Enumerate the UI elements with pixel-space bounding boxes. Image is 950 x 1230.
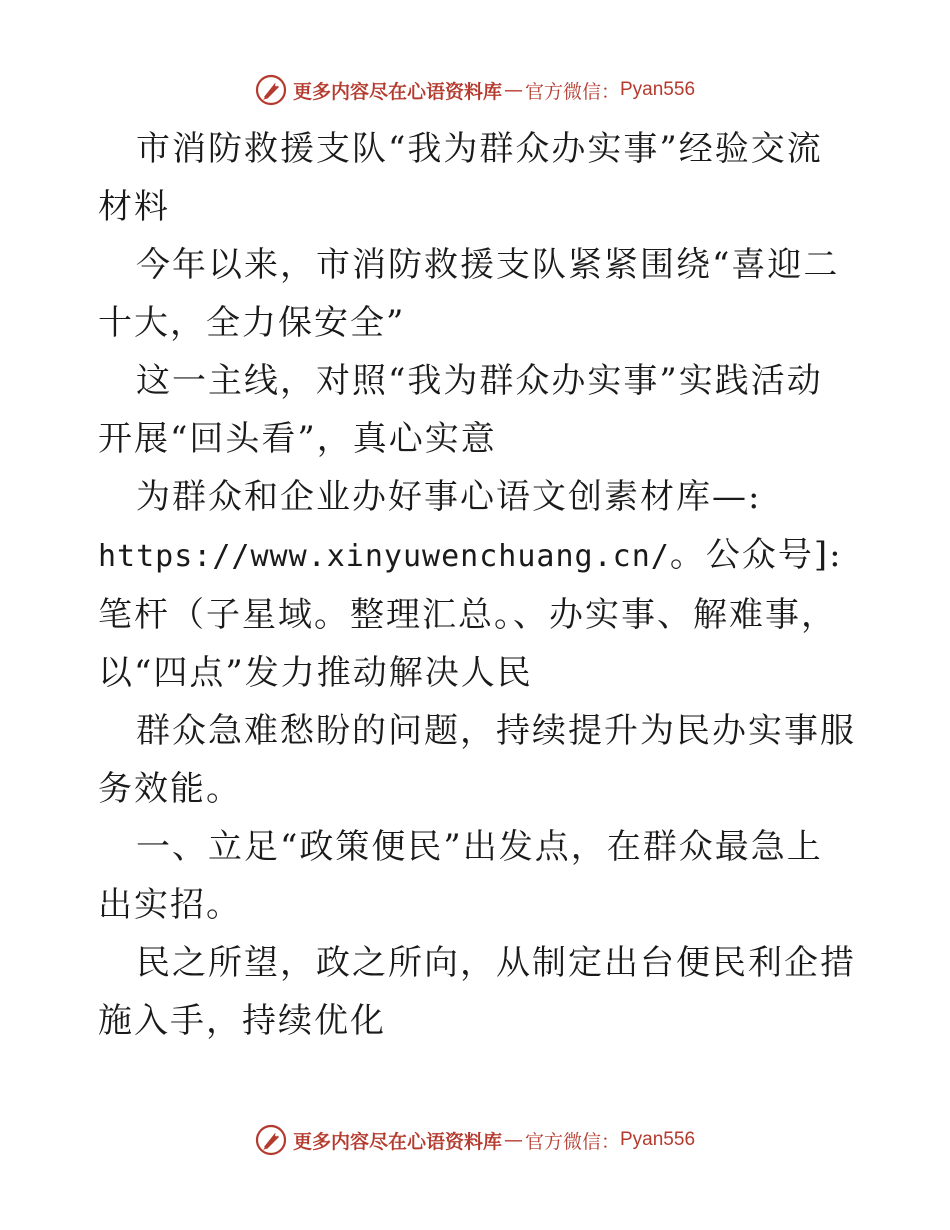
pen-nib-logo-icon bbox=[255, 1124, 287, 1156]
document-title: 市消防救援支队“我为群众办实事”经验交流材料 bbox=[98, 129, 823, 227]
paragraph-5: 群众急难愁盼的问题，持续提升为民办实事服务效能。 bbox=[98, 711, 856, 809]
banner-brand-text: 更多内容尽在心语资料库 bbox=[292, 1130, 502, 1153]
paragraph-3-tail: 。公众号]: 笔杆（子星域。整理汇总。、办实事、解难事， bbox=[98, 535, 843, 635]
paragraph-1: 今年以来，市消防救援支队紧紧围绕“喜迎二十大，全力保安全” bbox=[98, 245, 840, 343]
document-body bbox=[98, 120, 858, 1050]
banner-wechat-id: Pyan556 bbox=[620, 1129, 696, 1150]
header-watermark-banner bbox=[0, 70, 950, 110]
paragraph-3 bbox=[98, 468, 858, 644]
website-link[interactable]: https://www.xinyuwenchuang.cn/ bbox=[98, 539, 670, 574]
paragraph-7: 民之所望，政之所向，从制定出台便民利企措施入手，持续优化 bbox=[98, 943, 856, 1041]
footer-watermark-banner bbox=[0, 1120, 950, 1160]
section-heading-1: 一、立足“政策便民”出发点，在群众最急上出实招。 bbox=[98, 827, 823, 925]
paragraph-2: 这一主线，对照“我为群众办实事”实践活动开展“回头看”，真心实意 bbox=[98, 361, 823, 459]
banner-dash: — bbox=[503, 1129, 523, 1151]
banner-official-label: 官方微信： bbox=[524, 80, 620, 103]
banner-official-label: 官方微信： bbox=[524, 1130, 620, 1153]
paragraph-3-lead: 为群众和企业办好事心语文创素材库—: bbox=[136, 477, 762, 517]
banner-brand-text: 更多内容尽在心语资料库 bbox=[292, 80, 502, 103]
banner-wechat-id: Pyan556 bbox=[620, 79, 696, 100]
pen-nib-logo-icon bbox=[255, 74, 287, 106]
paragraph-4: 以“四点”发力推动解决人民 bbox=[98, 653, 533, 693]
banner-dash: — bbox=[503, 79, 523, 101]
